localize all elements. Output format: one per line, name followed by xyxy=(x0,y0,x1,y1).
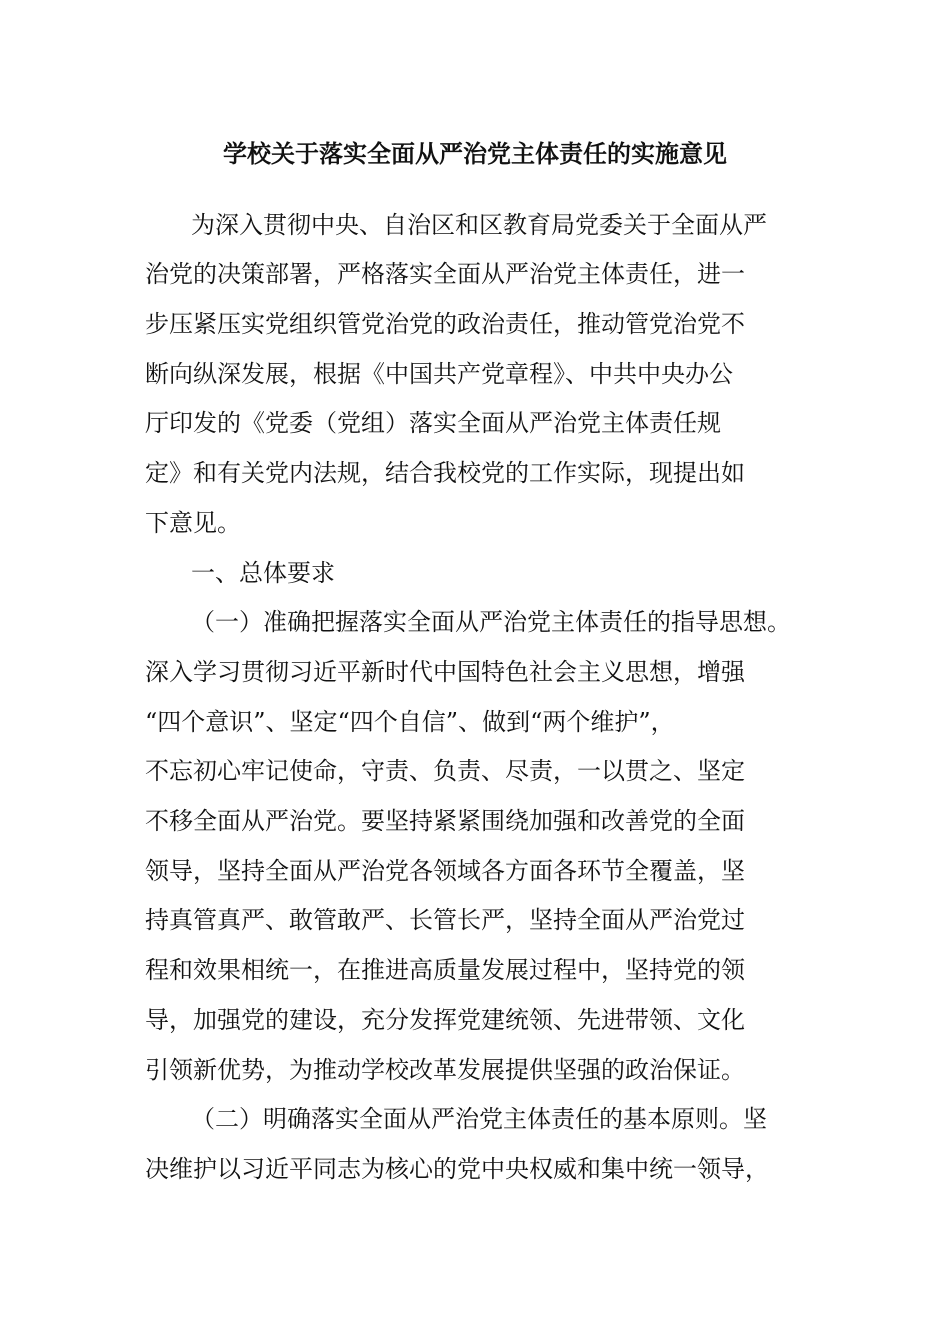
body-line: 断向纵深发展，根据《中国共产党章程》、中共中央办公 xyxy=(145,360,733,388)
body-line: 治党的决策部署，严格落实全面从严治党主体责任，进一 xyxy=(145,260,745,288)
body-line: 持真管真严、敢管敢严、长管长严，坚持全面从严治党过 xyxy=(145,906,745,934)
body-line: 下意见。 xyxy=(145,509,241,537)
document-title: 学校关于落实全面从严治党主体责任的实施意见 xyxy=(223,139,727,168)
section-heading: 一、总体要求 xyxy=(191,559,335,587)
subsection-heading: （二）明确落实全面从严治党主体责任的基本原则。坚 xyxy=(191,1105,767,1133)
body-line: 领导，坚持全面从严治党各领域各方面各环节全覆盖，坚 xyxy=(145,857,745,885)
body-line: “四个意识”、坚定“四个自信”、做到“两个维护”， xyxy=(145,708,675,736)
body-line: 导，加强党的建设，充分发挥党建统领、先进带领、文化 xyxy=(145,1006,745,1034)
body-line: 深入学习贯彻习近平新时代中国特色社会主义思想，增强 xyxy=(145,658,745,686)
subsection-heading: （一）准确把握落实全面从严治党主体责任的指导思想。 xyxy=(191,608,791,636)
body-line: 定》和有关党内法规，结合我校党的工作实际，现提出如 xyxy=(145,459,745,487)
body-line: 引领新优势，为推动学校改革发展提供坚强的政治保证。 xyxy=(145,1056,745,1084)
body-line: 步压紧压实党组织管党治党的政治责任，推动管党治党不 xyxy=(145,310,745,338)
body-line: 不移全面从严治党。要坚持紧紧围绕加强和改善党的全面 xyxy=(145,807,745,835)
body-line: 厅印发的《党委（党组）落实全面从严治党主体责任规 xyxy=(145,409,721,437)
body-line: 决维护以习近平同志为核心的党中央权威和集中统一领导， xyxy=(145,1155,769,1183)
body-line: 为深入贯彻中央、自治区和区教育局党委关于全面从严 xyxy=(191,211,767,239)
body-line: 不忘初心牢记使命，守责、负责、尽责，一以贯之、坚定 xyxy=(145,757,745,785)
body-line: 程和效果相统一，在推进高质量发展过程中，坚持党的领 xyxy=(145,956,745,984)
